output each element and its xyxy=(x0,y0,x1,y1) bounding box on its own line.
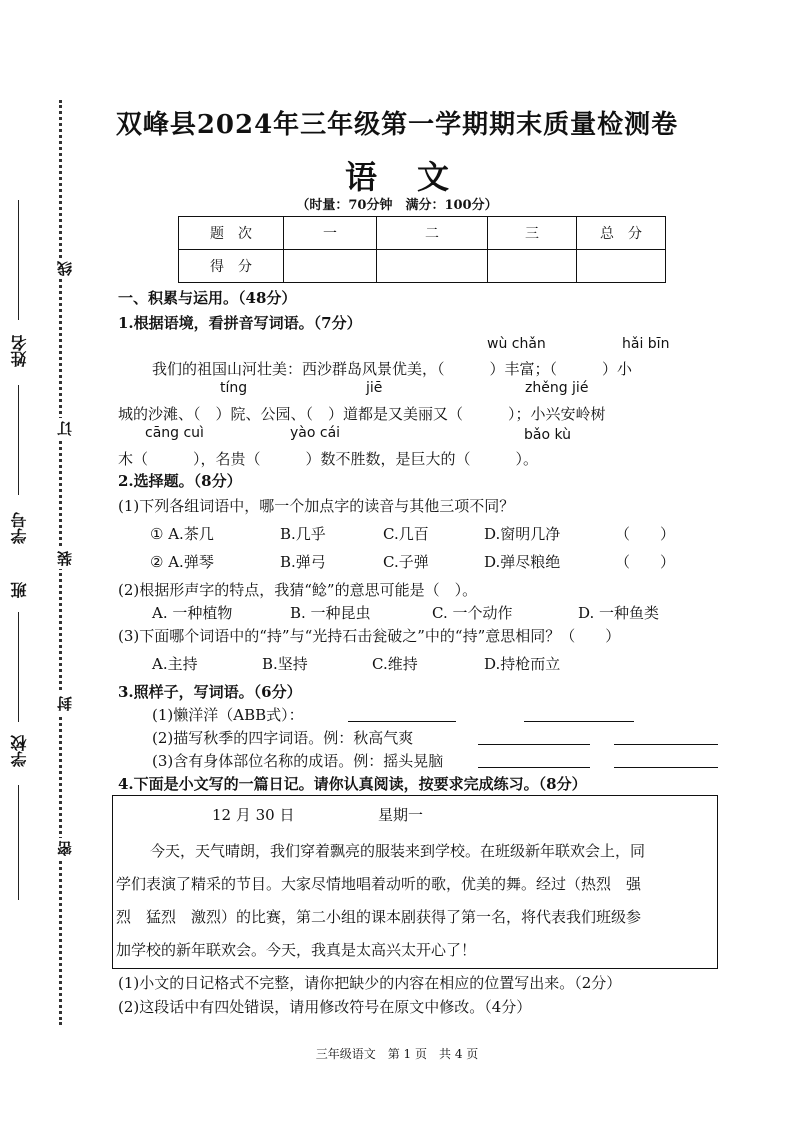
q2-row1-answer[interactable]: （ ） xyxy=(615,525,676,543)
q2-sub3-opt-c: C.维持 xyxy=(372,655,418,673)
school-line xyxy=(18,785,19,900)
table-header-cell: 二 xyxy=(377,217,488,250)
q3-sub1: (1)懒洋洋（ABB式）： xyxy=(152,706,304,724)
q2-sub2-opt-a: A. 一种植物 xyxy=(152,604,233,622)
answer-line[interactable] xyxy=(524,721,634,722)
pinyin: yào cái xyxy=(290,425,341,441)
q2-row1-a: ① A.茶几 xyxy=(150,525,214,543)
q2-sub3: (3)下面哪个词语中的“持”与“光持石击瓮破之”中的“持”意思相同？（ ） xyxy=(118,627,621,645)
q2-row1-b: B.几乎 xyxy=(280,525,326,543)
page-footer: 三年级语文 第 1 页 共 4 页 xyxy=(315,1047,479,1061)
q2-sub2-opt-b: B. 一种昆虫 xyxy=(290,604,371,622)
diary-line2: 学们表演了精采的节目。大家尽情地唱着动听的歌，优美的舞。经过（热烈 强 xyxy=(116,875,642,893)
pinyin: cāng cuì xyxy=(145,425,204,441)
table-header-cell: 题 次 xyxy=(179,217,284,250)
name-label: 姓名 xyxy=(10,335,29,367)
number-label: 学号 xyxy=(10,512,29,544)
q2-row2-answer[interactable]: （ ） xyxy=(615,553,676,571)
q2-row2-d: D.弹尽粮绝 xyxy=(484,553,561,571)
score-table-row xyxy=(179,217,666,250)
pinyin: jiē xyxy=(366,380,383,396)
q3-sub2: (2)描写秋季的四字词语。例：秋高气爽 xyxy=(152,729,414,747)
q2-sub3-opt-a: A.主持 xyxy=(152,655,198,673)
q2-sub3-opt-d: D.持枪而立 xyxy=(484,655,561,673)
q1-line3: 木（ ），名贵（ ）数不胜数，是巨大的（ ）。 xyxy=(118,450,539,468)
answer-line[interactable] xyxy=(614,767,718,768)
class-line xyxy=(18,612,19,722)
diary-line4: 加学校的新年联欢会。今天，我真是太高兴太开心了！ xyxy=(116,941,477,959)
diary-line1: 今天，天气晴朗，我们穿着飘亮的服装来到学校。在班级新年联欢会上，同 xyxy=(150,842,646,860)
subject-title: 语文 xyxy=(344,158,489,196)
diary-weekday: 星期一 xyxy=(378,806,424,824)
answer-line[interactable] xyxy=(348,721,456,722)
q2-sub3-opt-b: B.坚持 xyxy=(262,655,308,673)
seal-char-bind: 装 xyxy=(54,548,75,569)
score-table xyxy=(178,216,666,283)
answer-line[interactable] xyxy=(614,744,718,745)
pinyin: zhěng jié xyxy=(525,380,589,396)
score-cell[interactable] xyxy=(577,250,666,283)
exam-title: 双峰县2024年三年级第一学期期末质量检测卷 xyxy=(115,110,679,140)
name-line xyxy=(18,200,19,320)
diary-date: 12 月 30 日 xyxy=(212,806,295,824)
q2-sub2-opt-c: C. 一个动作 xyxy=(432,604,513,622)
q2-row2-a: ② A.弹琴 xyxy=(150,553,214,571)
q2-sub1: (1)下列各组词语中，哪一个加点字的读音与其他三项不同？ xyxy=(118,497,515,515)
seal-char-order: 订 xyxy=(54,418,75,439)
seal-char-secret: 密 xyxy=(54,838,75,859)
q2-row1-c: C.几百 xyxy=(383,525,429,543)
score-cell[interactable] xyxy=(488,250,577,283)
q2-title: 2.选择题。（8分） xyxy=(118,472,242,490)
q2-row1-d: D.窗明几净 xyxy=(484,525,561,543)
answer-line[interactable] xyxy=(478,767,590,768)
q1-line2: 城的沙滩、（ ）院、公园、（ ）道都是又美丽又（ ）；小兴安岭树 xyxy=(118,405,606,423)
class-label: 班 xyxy=(10,582,29,598)
table-header-cell: 一 xyxy=(284,217,377,250)
pinyin: tíng xyxy=(220,380,248,396)
q2-row2-c: C.子弹 xyxy=(383,553,429,571)
score-table-row xyxy=(179,250,666,283)
diary-line3: 烈 猛烈 激烈）的比赛，第二小组的课本剧获得了第一名，将代表我们班级参 xyxy=(116,908,642,926)
answer-line[interactable] xyxy=(478,744,590,745)
table-header-cell: 总 分 xyxy=(577,217,666,250)
time-info: （时量：70分钟 满分：100分） xyxy=(296,198,498,213)
score-label-cell: 得 分 xyxy=(179,250,284,283)
q4-sub2: (2)这段话中有四处错误，请用修改符号在原文中修改。（4分） xyxy=(118,998,532,1016)
q2-sub2: (2)根据形声字的特点，我猜“鲶”的意思可能是（ ）。 xyxy=(118,581,478,599)
table-header-cell: 三 xyxy=(488,217,577,250)
q4-sub1: (1)小文的日记格式不完整，请你把缺少的内容在相应的位置写出来。（2分） xyxy=(118,974,622,992)
score-cell[interactable] xyxy=(284,250,377,283)
seal-char-seal: 封 xyxy=(54,693,75,714)
q3-title: 3.照样子，写词语。（6分） xyxy=(118,683,302,701)
q1-line1: 我们的祖国山河壮美：西沙群岛风景优美，（ ）丰富；（ ）小 xyxy=(152,360,633,378)
school-label: 学校 xyxy=(10,735,29,767)
score-cell[interactable] xyxy=(377,250,488,283)
pinyin: hǎi bīn xyxy=(622,336,670,352)
q2-sub2-opt-d: D. 一种鱼类 xyxy=(578,604,660,622)
section1-heading: 一、积累与运用。（48分） xyxy=(118,289,297,307)
pinyin: wù chǎn xyxy=(487,336,546,352)
q2-row2-b: B.弹弓 xyxy=(280,553,326,571)
q1-title: 1.根据语境，看拼音写词语。（7分） xyxy=(118,314,362,332)
q3-sub3: (3)含有身体部位名称的成语。例：摇头晃脑 xyxy=(152,752,444,770)
number-line xyxy=(18,385,19,495)
pinyin: bǎo kù xyxy=(524,427,572,443)
seal-char-line: 线 xyxy=(54,258,75,279)
q4-title: 4.下面是小文写的一篇日记。请你认真阅读，按要求完成练习。（8分） xyxy=(118,775,587,793)
